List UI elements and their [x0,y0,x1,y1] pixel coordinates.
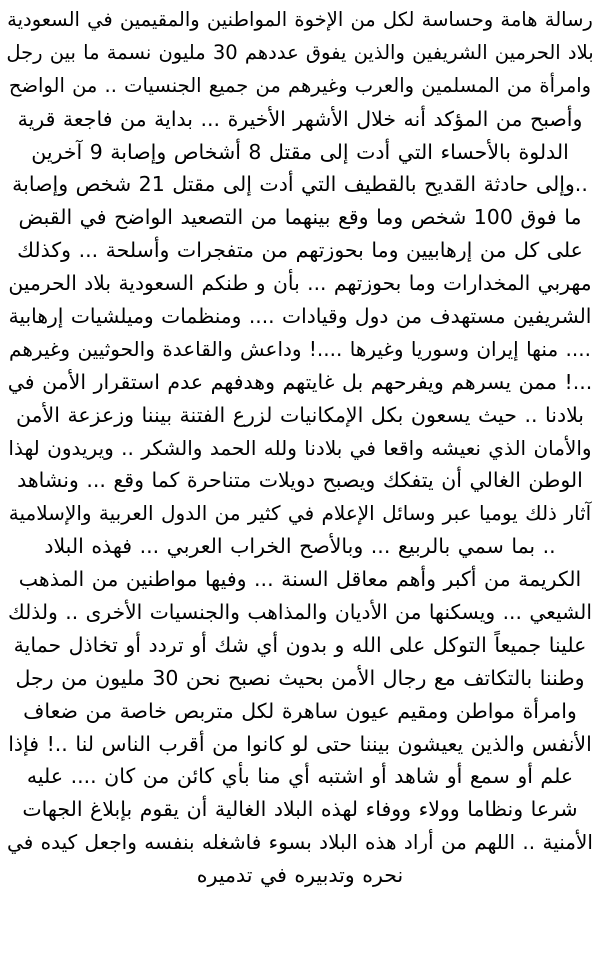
text-line: وأصبح من المؤكد أنه خلال الأشهر الأخيرة ... بداية من فاجعة قرية [17,106,583,131]
text-line: علينا جميعاً التوكل على الله و بدون أي شك أو تردد أو تخاذل حماية [13,632,587,657]
text-line: الأمنية .. اللهم من أراد هذه البلاد بسوء فاشغله بنفسه واجعل كيده في [7,830,593,855]
arabic-text-body [6,4,594,892]
text-line: على كل من إرهابيين وما بحوزتهم من متفجرات وأسلحة ... وكذلك [17,238,583,263]
text-line: .... منها إيران وسوريا وغيرها ....! وداعش والقاعدة والحوثيين وغيرهم [9,336,591,361]
text-line: وامرأة مواطن ومقيم عيون ساهرة لكل متربص خاصة من ضعاف [23,698,577,723]
text-line: الكريمة من أكبر وأهم معاقل السنة ... وفيها مواطنين من المذهب [18,567,582,592]
text-line: بلادنا .. حيث يسعون بكل الإمكانيات لزرع الفتنة بيننا وزعزعة الأمن [15,402,585,427]
text-line: مهربي المخدارات وما بحوزتهم ... بأن و طنكم السعودية بلاد الحرمين [8,271,592,296]
text-line: الأنفس والذين يعيشون بيننا حتى لو كانوا من أقرب الناس لنا ..! فإذا [8,731,592,756]
text-line: الدلوة بالأحساء التي أدت إلى مقتل 8 أشخاص وإصابة 9 آخرين [31,139,569,164]
text-line: وطننا بالتكاتف مع رجال الأمن بحيث نصبح نحن 30 مليون من رجل [15,665,585,690]
text-line: الشيعي ... ويسكنها من الأديان والمذاهب والجنسيات الأخرى .. ولذلك [8,600,592,625]
text-line: الوطن الغالي أن يتفكك ويصبح دويلات متناحرة كما وقع ... ونشاهد [17,468,583,493]
text-line: بلاد الحرمين الشريفين والذين يفوق عددهم 30 مليون نسمة ما بين رجل [6,40,594,64]
text-line: والأمان الذي نعيشه واقعا في بلادنا ولله الحمد والشكر .. ويريدون لهذا [8,435,592,460]
text-line: رسالة هامة وحساسة لكل من الإخوة المواطنين والمقيمين في السعودية [7,8,593,31]
text-line: ما فوق 100 شخص وما وقع بينهما من التصعيد الواضح في القبض [18,205,582,230]
text-line: شرعا ونظاما وولاء ووفاء لهذه البلاد الغالية أن يقوم بإبلاغ الجهات [22,797,578,822]
text-line: علم أو سمع أو شاهد أو اشتبه أي منا بأي كائن من كان .... عليه [26,764,574,789]
text-line: الشريفين مستهدف من دول وقيادات .... ومنظمات وميلشيات إرهابية [8,304,592,329]
text-line: آثار ذلك يوميا عبر وسائل الإعلام في كثير من الدول العربية والإسلامية [8,501,592,526]
text-line: ..وإلى حادثة القديح بالقطيف التي أدت إلى مقتل 21 شخص وإصابة [12,172,588,197]
text-line: ...! ممن يسرهم ويفرحهم بل غايتهم وهدفهم عدم استقرار الأمن في [7,369,593,394]
text-line: نحره وتدبيره في تدميره [196,863,404,888]
text-line: .. بما سمي بالربيع ... وبالأصح الخراب العربي ... فهذه البلاد [44,534,556,559]
text-line: وامرأة من المسلمين والعرب وغيرهم من جميع الجنسيات .. من الواضح [8,73,592,97]
